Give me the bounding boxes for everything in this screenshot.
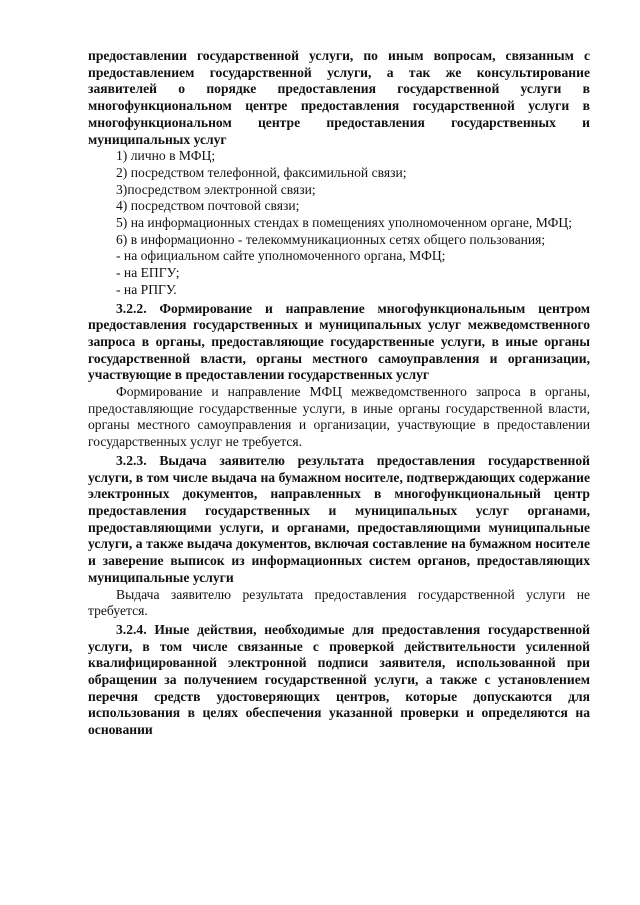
section-3-2-2-body: Формирование и направление МФЦ межведомственного запроса в органы, предоставляющие государственные услуги, в иные органы государственной власти, органы местного самоуправления и организации, участвующие в предоставлении государственных услуг не требуется. — [88, 384, 590, 450]
section-3-2-3-body: Выдача заявителю результата предоставления государственной услуги не требуется. — [88, 586, 590, 619]
list-item-4: 4) посредством почтовой связи; — [116, 198, 300, 214]
list-subitem-official-site: - на официальном сайте уполномоченного органа, МФЦ; — [116, 248, 446, 264]
list-subitem-epgu: - на ЕПГУ; — [116, 265, 180, 281]
section-3-2-2-heading: 3.2.2. Формирование и направление многофункциональным центром предоставления государственных и муниципальных услуг межведомственного запроса в органы, предоставляющие государственные услуги, в иные органы государственной власти, органы местного самоуправления и организации, участвующие в предоставлении государственных услуг — [88, 300, 590, 383]
paragraph-consultation-heading: предоставлении государственной услуги, по иным вопросам, связанным с предоставлением государственной услуги, а так же консультирование заявителей о порядке предоставления государственной услуги в многофункциональном центре предоставления государственной услуги в многофункциональном центре предоставления государственных и муниципальных услуг — [88, 48, 590, 147]
section-3-2-3-heading: 3.2.3. Выдача заявителю результата предоставления государственной услуги, в том числе выдача на бумажном носителе, подтверждающих содержание электронных документов, направленных в многофункциональный центр предоставления государственных и муниципальных услуг органами, предоставляющими услуги, и органами, предоставляющими муниципальные услуги, а также выдача документов, включая составление на бумажном носителе и заверение выписок из информационных систем органов, предоставляющих муниципальные услуги — [88, 452, 590, 585]
list-item-6: 6) в информационно - телекоммуникационных сетях общего пользования; — [116, 231, 546, 247]
list-item-5: 5) на информационных стендах в помещениях уполномоченном органе, МФЦ; — [116, 215, 572, 231]
list-item-1: 1) лично в МФЦ; — [116, 148, 216, 164]
section-3-2-4-heading: 3.2.4. Иные действия, необходимые для предоставления государственной услуги, в том числе связанные с проверкой действительности усиленной квалифицированной электронной подписи заявителя, использованной при обращении за получением государственной услуги, а также с установлением перечня средств удостоверяющих центров, которые допускаются для использования в целях обеспечения указанной проверки и определяются на основании — [88, 621, 590, 738]
list-subitem-rpgu: - на РПГУ. — [116, 281, 177, 297]
list-item-3: 3)посредством электронной связи; — [116, 181, 316, 197]
list-item-2: 2) посредством телефонной, факсимильной связи; — [116, 164, 407, 180]
